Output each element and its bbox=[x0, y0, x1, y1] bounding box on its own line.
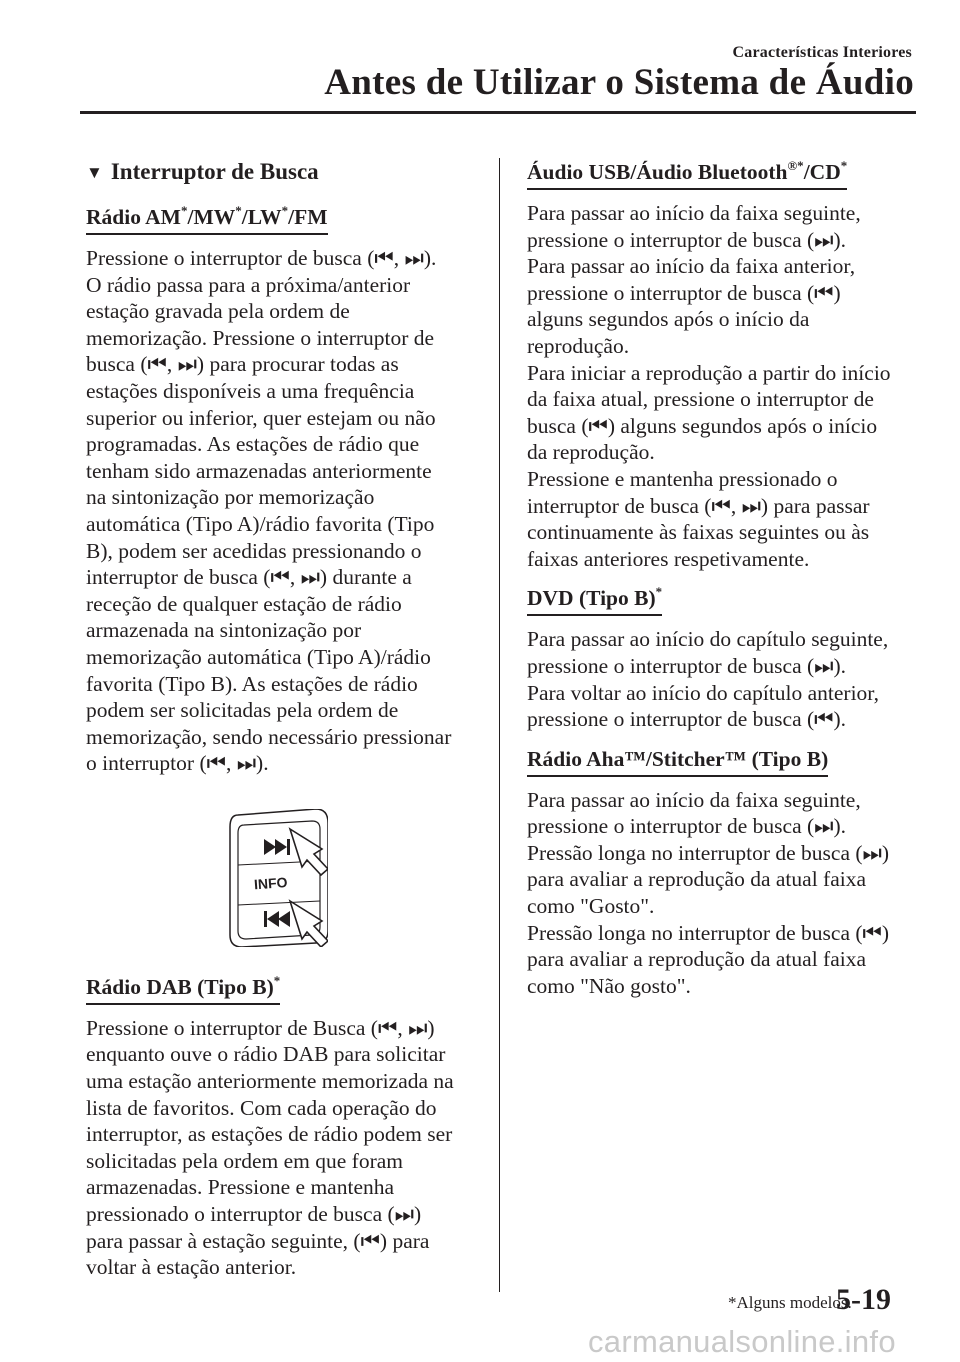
dab-paragraph bbox=[86, 1015, 476, 1281]
text-line: pressione o interruptor de busca (⏭). bbox=[527, 227, 847, 252]
text-line: para avaliar a reprodução da atual faixa bbox=[527, 947, 867, 972]
text-line: interruptor, as estações de rádio podem ser bbox=[86, 1122, 453, 1147]
info-label: INFO bbox=[253, 873, 288, 893]
text-line: tenham sido armazenadas anteriormente bbox=[86, 458, 432, 483]
text-line: Para passar ao início do capítulo seguinte, bbox=[527, 627, 889, 652]
text-line: na sintonização por memorização bbox=[86, 485, 375, 510]
text-line: busca (⏮, ⏭) para procurar todas as bbox=[86, 352, 399, 377]
text-line: memorização automática (Tipo A)/rádio bbox=[86, 644, 431, 669]
section-title bbox=[86, 158, 476, 187]
footnote: *Alguns modelos. bbox=[728, 1293, 852, 1312]
text-line: lista de favoritos. Com cada operação do bbox=[86, 1095, 437, 1120]
text-line: solicitadas pela ordem em que foram bbox=[86, 1148, 404, 1173]
text-line: interruptor de busca (⏮, ⏭) para passar bbox=[527, 493, 870, 518]
watermark: carmanualsonline.info bbox=[588, 1324, 896, 1359]
usb-paragraph bbox=[527, 200, 919, 572]
text-line: pressione o interruptor de busca (⏭). bbox=[527, 814, 847, 839]
text-line: pressione o interruptor de busca (⏭). bbox=[527, 653, 847, 678]
text-line: Pressione e mantenha pressionado o bbox=[527, 466, 838, 491]
text-line: podem ser solicitadas pela ordem de bbox=[86, 698, 399, 723]
text-line: Pressão longa no interruptor de busca (⏭) bbox=[527, 840, 890, 865]
right-column bbox=[527, 158, 919, 1011]
text-line: automática (Tipo A)/rádio favorita (Tipo bbox=[86, 511, 435, 536]
text-line: memorização. Pressione o interruptor de bbox=[86, 325, 435, 350]
text-line: voltar à estação anterior. bbox=[86, 1255, 297, 1280]
am-heading: Rádio AM*/MW*/LW*/FM bbox=[86, 203, 328, 235]
header-chapter: Características Interiores bbox=[732, 44, 912, 61]
dab-heading: Rádio DAB (Tipo B)* bbox=[86, 973, 280, 1005]
seek-switch-figure bbox=[224, 809, 328, 947]
text-line: como "Gosto". bbox=[527, 894, 655, 919]
steering-switch-illustration bbox=[224, 809, 328, 947]
page-number: 5-19 bbox=[836, 1283, 891, 1316]
text-line: interruptor de busca (⏮, ⏭) durante a bbox=[86, 565, 412, 590]
text-line: superior ou inferior, quer estejam ou não bbox=[86, 405, 436, 430]
text-line: pressionado o interruptor de busca (⏭) bbox=[86, 1202, 422, 1227]
text-line: Para passar ao início da faixa anterior, bbox=[527, 254, 856, 279]
text-line: programadas. As estações de rádio que bbox=[86, 432, 420, 457]
aha-paragraph bbox=[527, 787, 919, 1000]
section-title-text: Interruptor de Busca bbox=[110, 159, 319, 184]
text-line: uma estação anteriormente memorizada na bbox=[86, 1069, 454, 1094]
header-rule bbox=[80, 111, 916, 114]
text-line: da reprodução. bbox=[527, 440, 655, 465]
text-line: pressione o interruptor de busca (⏮) bbox=[527, 280, 841, 305]
text-line: estações disponíveis a uma frequência bbox=[86, 378, 415, 403]
text-line: como "Não gosto". bbox=[527, 973, 691, 998]
text-line: Pressão longa no interruptor de busca (⏮) bbox=[527, 920, 890, 945]
text-line: armazenadas. Pressione e mantenha bbox=[86, 1175, 395, 1200]
text-line: busca (⏮) alguns segundos após o início bbox=[527, 413, 878, 438]
text-line: B), podem ser acedidas pressionando o bbox=[86, 538, 422, 563]
dvd-heading: DVD (Tipo B)* bbox=[527, 584, 662, 616]
text-line: da faixa atual, pressione o interruptor de bbox=[527, 387, 874, 412]
text-line: Para passar ao início da faixa seguinte, bbox=[527, 201, 861, 225]
text-line: o interruptor (⏮, ⏭). bbox=[86, 751, 269, 776]
triangle-down-icon: ▼ bbox=[86, 163, 103, 182]
column-divider bbox=[499, 158, 500, 1292]
aha-heading: Rádio Aha™/Stitcher™ (Tipo B) bbox=[527, 745, 828, 777]
text-line: Para iniciar a reprodução a partir do início bbox=[527, 360, 891, 385]
text-line: Para voltar ao início do capítulo anterior, bbox=[527, 680, 879, 705]
text-line: para avaliar a reprodução da atual faixa bbox=[527, 867, 867, 892]
text-line: Para passar ao início da faixa seguinte, bbox=[527, 787, 861, 812]
text-line: para passar à estação seguinte, (⏮) para bbox=[86, 1228, 430, 1253]
text-line: Pressione o interruptor de Busca (⏮, ⏭) bbox=[86, 1015, 435, 1040]
text-line: Pressione o interruptor de busca (⏮, ⏭). bbox=[86, 246, 437, 270]
text-line: reprodução. bbox=[527, 333, 630, 358]
text-line: memorização, sendo necessário pressionar bbox=[86, 724, 452, 749]
text-line: alguns segundos após o início da bbox=[527, 307, 810, 332]
text-line: faixas anteriores respetivamente. bbox=[527, 546, 810, 571]
text-line: favorita (Tipo B). As estações de rádio bbox=[86, 671, 418, 696]
usb-heading: Áudio USB/Áudio Bluetooth®*/CD* bbox=[527, 158, 847, 190]
text-line: O rádio passa para a próxima/anterior bbox=[86, 272, 411, 297]
text-line: pressione o interruptor de busca (⏮). bbox=[527, 707, 847, 732]
page-title: Antes de Utilizar o Sistema de Áudio bbox=[324, 62, 914, 103]
dvd-paragraph bbox=[527, 626, 919, 732]
am-paragraph bbox=[86, 245, 476, 777]
text-line: receção de qualquer estação de rádio bbox=[86, 591, 402, 616]
left-column bbox=[86, 158, 476, 1293]
text-line: enquanto ouve o rádio DAB para solicitar bbox=[86, 1042, 446, 1067]
text-line: continuamente às faixas seguintes ou às bbox=[527, 520, 870, 545]
text-line: armazenada na sintonização por bbox=[86, 618, 362, 643]
text-line: estação gravada pela ordem de bbox=[86, 299, 350, 324]
